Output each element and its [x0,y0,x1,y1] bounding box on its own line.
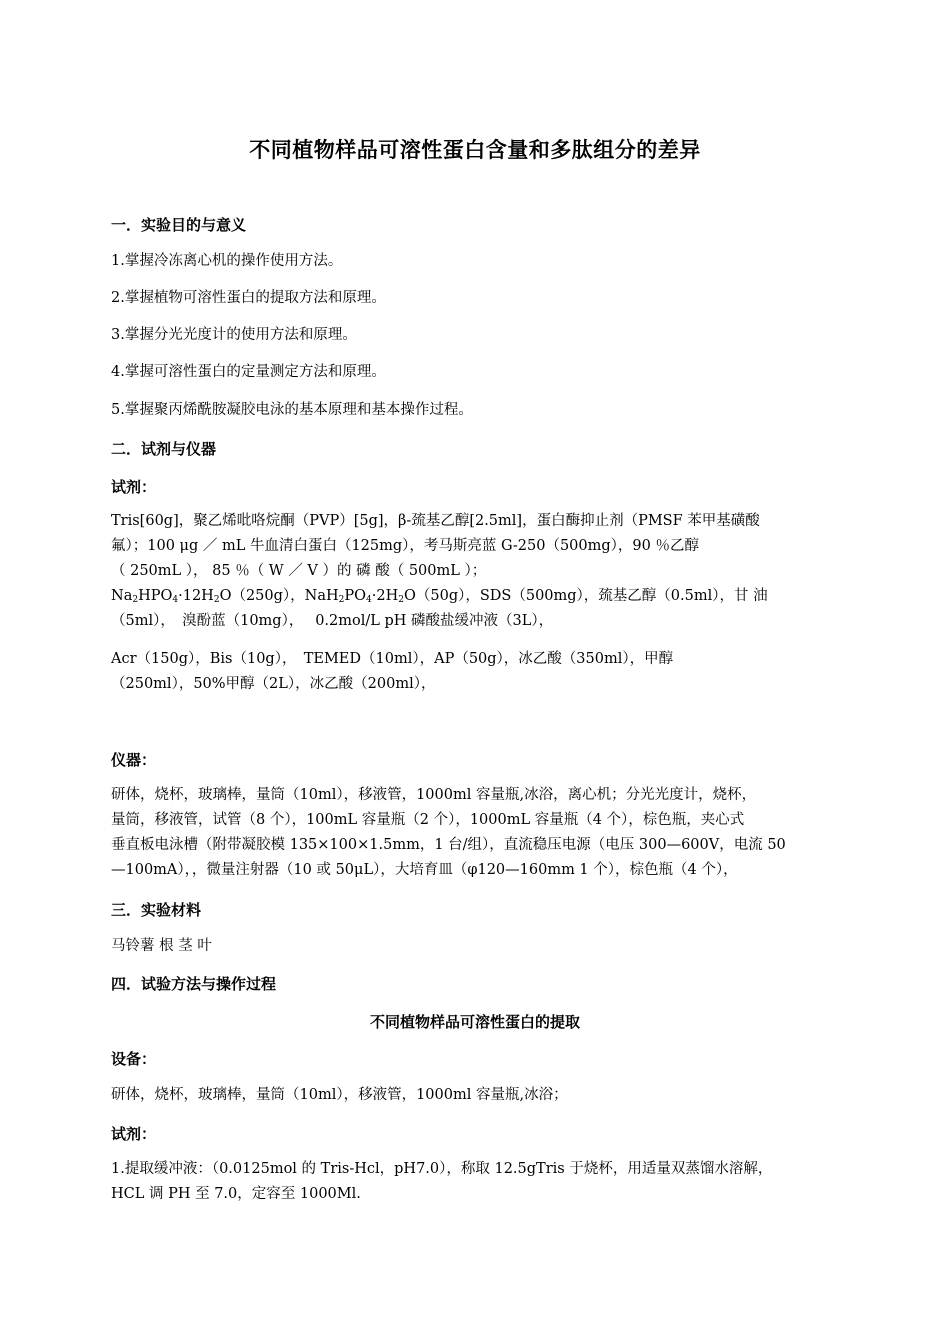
instruments-line-3: 垂直板电泳槽（附带凝胶模 135×100×1.5mm，1 台/组），直流稳压电源（电压 300—600V，电流 50 [111,837,786,853]
reagents-line-4: $Na_2HPO_4\cdot 12H_2O(250g)$，$NaH_2PO_4\cdot 2H_2O(50g)$，SDS（500mg），巯基乙醇（0.5ml），甘 油 [111,588,768,605]
instruments-line-4: —100mA），，微量注射器（10 或 50μL），大培育皿（φ120—160mm 1 个），棕色瓶（4 个）， [111,862,738,878]
reagents-line-1: Tris[60g]，聚乙烯吡咯烷酮（PVP）[5g]，β-巯基乙醇[2.5ml]，蛋白酶抑止剂（PMSF 苯甲基磺酸 [111,513,760,529]
purpose-item-3: 3.掌握分光光度计的使用方法和原理。 [111,327,357,343]
reagents-paragraph [111,509,839,634]
purpose-item-5: 5.掌握聚丙烯酰胺凝胶电泳的基本原理和基本操作过程。 [111,402,473,418]
instruments-line-2: 量筒，移液管，试管（8 个），100mL 容量瓶（2 个），1000mL 容量瓶（4 个），棕色瓶，夹心式 [111,812,745,828]
buffer-line-2: HCL 调 PH 至 7.0，定容至 1000Ml. [111,1186,361,1202]
materials-text: 马铃薯 根 茎 叶 [111,938,212,954]
purpose-item-4: 4.掌握可溶性蛋白的定量测定方法和原理。 [111,364,386,380]
methods-reagents-label: 试剂： [111,1125,157,1143]
page-title: 不同植物样品可溶性蛋白含量和多肽组分的差异 [249,138,701,162]
instruments-line-1: 研体，烧杯，玻璃棒，量筒（10ml），移液管，1000ml 容量瓶,冰浴，离心机；分光光度计，烧杯， [111,787,757,803]
purpose-item-2: 2.掌握植物可溶性蛋白的提取方法和原理。 [111,290,386,306]
reagents2-line-1: Acr（150g），Bis（10g）， TEMED（10ml），AP（50g），冰乙酸（350ml），甲醇 [111,651,674,667]
equipment-text: 研体，烧杯，玻璃棒，量筒（10ml），移液管，1000ml 容量瓶,冰浴； [111,1087,568,1103]
reagents-label: 试剂： [111,478,157,496]
reagents2-line-2: （250ml），50%甲醇（2L），冰乙酸（200ml）， [111,676,436,692]
section-heading-purpose: 一．实验目的与意义 [111,216,247,234]
reagents-paragraph-2 [111,647,839,697]
section-heading-materials: 三．实验材料 [111,901,202,919]
instruments-label: 仪器： [111,751,157,769]
reagents-line-5: （5ml）， 溴酚蓝（10mg）， 0.2mol/L pH 磷酸盐缓冲液（3L）， [111,613,554,629]
purpose-item-1: 1.掌握冷冻离心机的操作使用方法。 [111,253,343,269]
instruments-paragraph [111,783,839,883]
buffer-line-1: 1.提取缓冲液：（0.0125mol 的 Tris-Hcl，pH7.0），称取 12.5gTris 于烧杯，用适量双蒸馏水溶解， [111,1161,773,1177]
methods-subtitle: 不同植物样品可溶性蛋白的提取 [369,1013,580,1031]
section-heading-methods: 四．试验方法与操作过程 [111,975,277,993]
reagents-line-3: （ 250mL ）， 85 ％（ W ／ V ）的 磷 酸（ 500mL ）； [111,563,487,579]
reagents-line-2: 氟）；100 μg ／ mL 牛血清白蛋白（125mg），考马斯亮蓝 G-250（500mg），90 ％乙醇 [111,538,699,554]
buffer-paragraph [111,1157,839,1207]
section-heading-reagents-instruments: 二．试剂与仪器 [111,440,217,458]
equipment-label: 设备： [111,1050,157,1068]
